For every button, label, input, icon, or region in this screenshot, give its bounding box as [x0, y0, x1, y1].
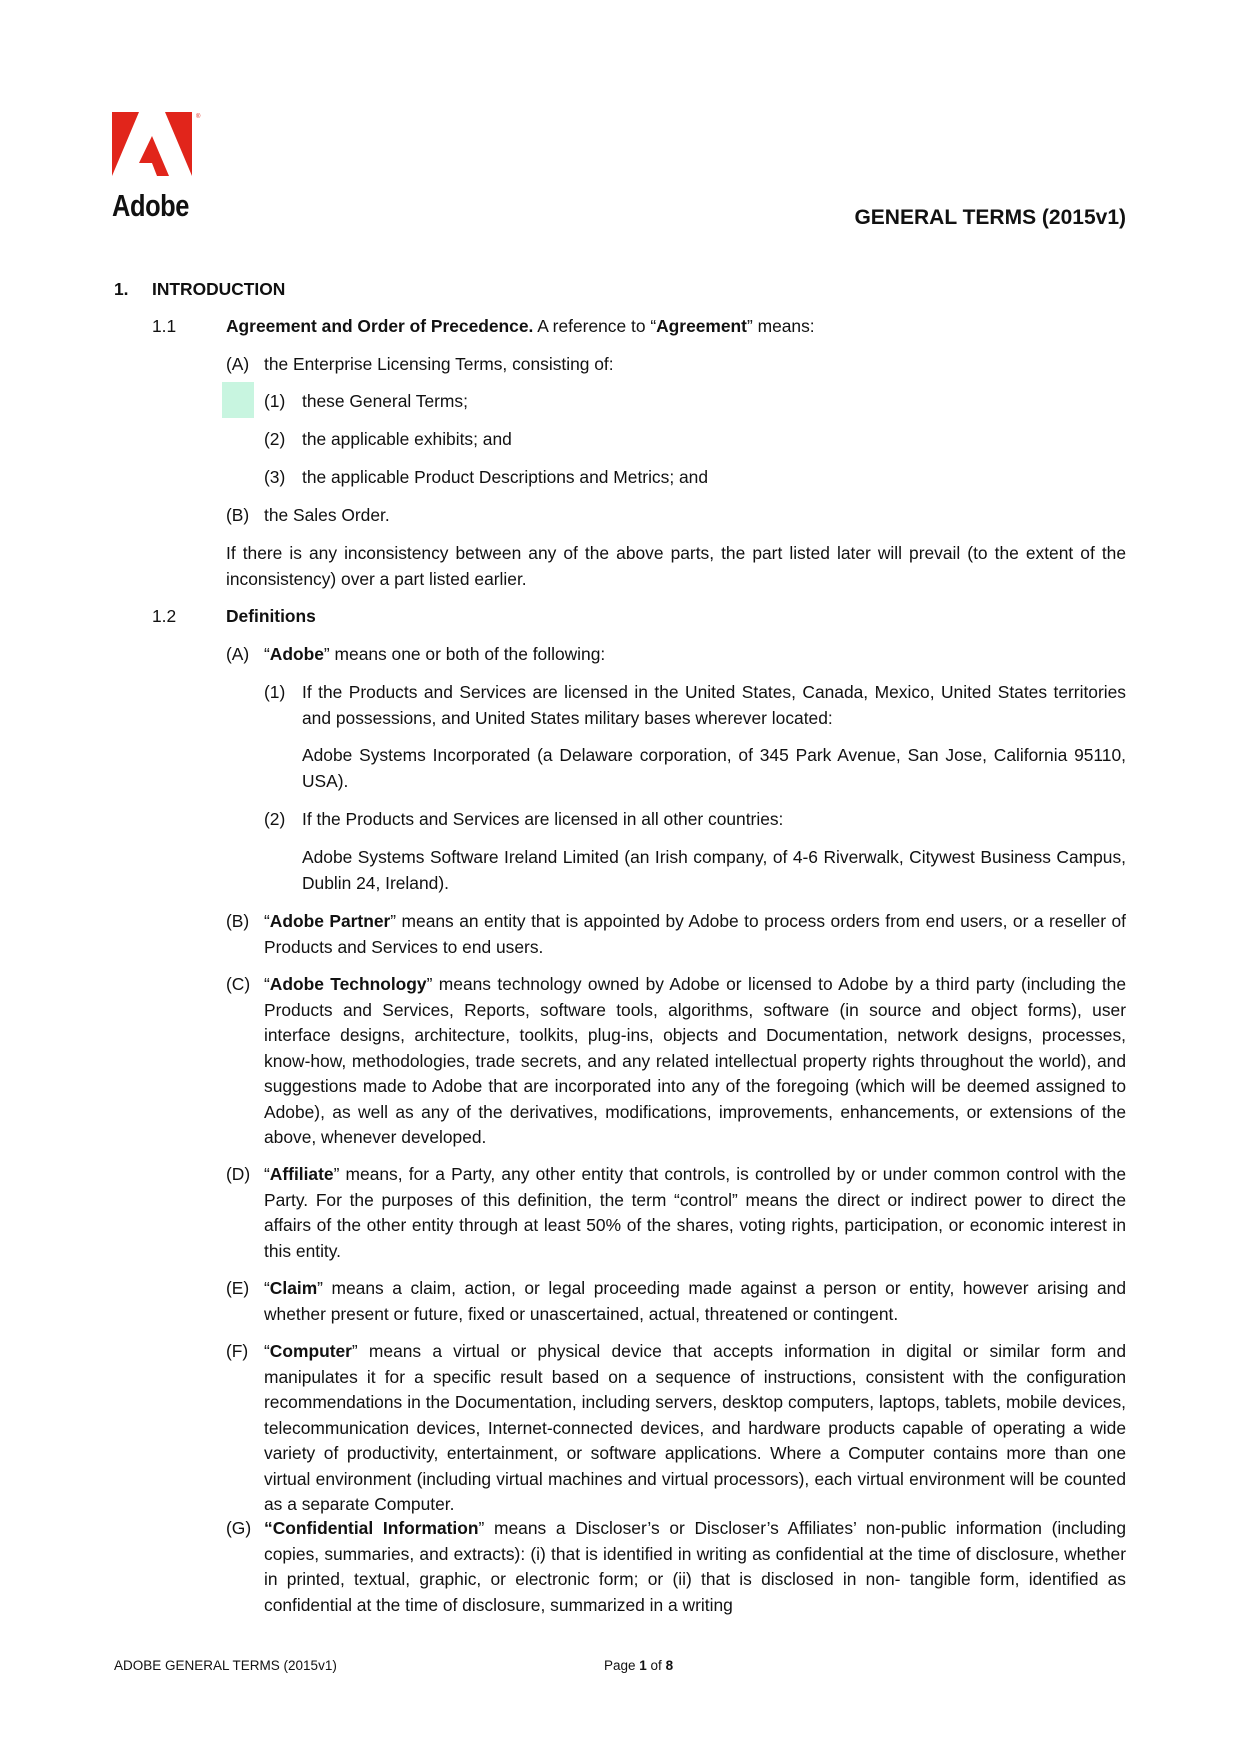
clause-number: 1.2	[152, 606, 177, 626]
definition-item: (B) “Adobe Partner” means an entity that is appointed by Adobe to process orders from end users, or a reseller of Products and Services to end users.	[226, 911, 1127, 957]
section-heading	[114, 277, 285, 303]
definition-item: (F) “Computer” means a virtual or physical device that accepts information in digital or similar form and manipulates it for a specific result based on a sequence of instructions, consistent with the configuration recommendations in the Documentation, including servers, desktop computers, laptops, tablets, mobile devices, telecommunication devices, Internet-connected devices, and hardware products capable of operating a wide variety of productivity, entertainment, or software applications. Where a Computer contains more than one virtual environment (including virtual machines and virtual processors), each virtual environment will be counted as a separate Computer.	[226, 1341, 1126, 1514]
section-title: INTRODUCTION	[152, 279, 286, 299]
list-item: (A) the Enterprise Licensing Terms, consisting of:	[226, 354, 614, 374]
paragraph: If there is any inconsistency between any of the above parts, the part listed later will prevail (to the extent of the inconsistency) over a part listed earlier.	[226, 543, 1126, 589]
clause-heading: Agreement and Order of Precedence.	[226, 316, 534, 336]
list-item: (1) If the Products and Services are licensed in the United States, Canada, Mexico, United States territories and possessions, and United States military bases wherever located:	[264, 682, 1126, 728]
definition-item: (G) “Confidential Information” means a Discloser’s or Discloser’s Affiliates’ non-public information (including copies, summaries, and extracts): (i) that is identified in writing as confidential at the time of disclosure, whether in printed, textual, graphic, or electronic form; or (ii) that is disclosed in non- tangible form, identified as confidential at the time of disclosure, summarized in a writing	[226, 1518, 1127, 1615]
definition-item: (E) “Claim” means a claim, action, or legal proceeding made against a person or entity, however arising and whether present or future, fixed or unascertained, actual, threatened or contingent.	[226, 1278, 1126, 1324]
footer-doc-name: ADOBE GENERAL TERMS (2015v1)	[114, 1658, 337, 1673]
list-item: (B) the Sales Order.	[226, 505, 390, 525]
list-item: (2) the applicable exhibits; and	[264, 429, 512, 449]
adobe-wordmark: Adobe	[112, 188, 190, 223]
definition-item: (A) “Adobe” means one or both of the following:	[226, 644, 606, 664]
definition-item: (D) “Affiliate” means, for a Party, any other entity that controls, is controlled by or under common control with the Party. For the purposes of this definition, the term “control” means the direct or indirect power to direct the affairs of the other entity through at least 50% of the shares, voting rights, participation, or economic interest in this entity.	[226, 1164, 1126, 1261]
list-item: (3) the applicable Product Descriptions and Metrics; and	[264, 467, 708, 487]
text-highlight	[222, 382, 254, 418]
clause-number: 1.1	[152, 316, 177, 336]
entity-address: Adobe Systems Incorporated (a Delaware corporation, of 345 Park Avenue, San Jose, California 95110, USA).	[302, 745, 1126, 791]
footer-page-number: Page 1 of 8	[604, 1658, 674, 1673]
clause-1-1-intro: Agreement and Order of Precedence. A reference to “Agreement” means:	[226, 316, 815, 336]
list-item: (2) If the Products and Services are licensed in all other countries:	[264, 809, 784, 829]
entity-address: Adobe Systems Software Ireland Limited (an Irish company, of 4-6 Riverwalk, Citywest Business Campus, Dublin 24, Ireland).	[302, 847, 1126, 893]
svg-text:®: ®	[196, 114, 201, 120]
clause-heading: Definitions	[226, 606, 316, 626]
section-number: 1.	[114, 279, 129, 299]
definition-item: (C) “Adobe Technology” means technology owned by Adobe or licensed to Adobe by a third party (including the Products and Services, Reports, software tools, algorithms, software (in source and object forms), user interface designs, architecture, toolkits, plug-ins, objects and Documentation, network designs, processes, know-how, methodologies, trade secrets, and any related intellectual property rights throughout the world), and suggestions made to Adobe that are incorporated into any of the foregoing (which will be deemed assigned to Adobe), as well as any of the derivatives, modifications, improvements, enhancements, or extensions of the above, whenever developed.	[226, 974, 1127, 1147]
list-item: (1) these General Terms;	[264, 391, 468, 411]
document-title: GENERAL TERMS (2015v1)	[854, 206, 1126, 229]
